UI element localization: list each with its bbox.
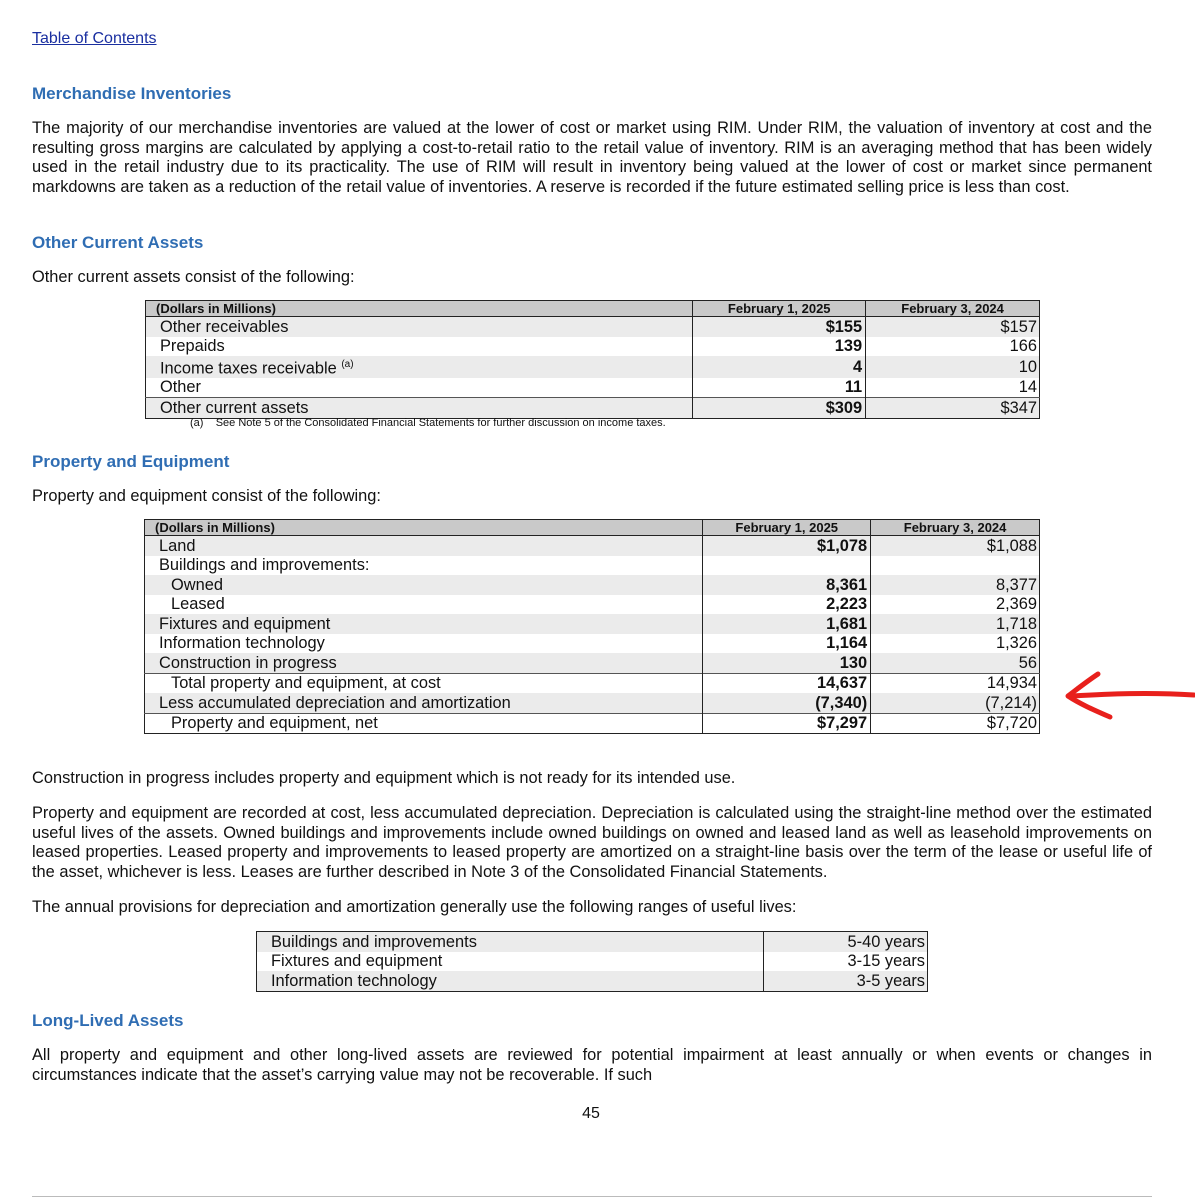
table-row-total bbox=[145, 713, 1040, 734]
row-value-2025: (7,340) bbox=[703, 693, 871, 713]
row-value-2025: 139 bbox=[693, 337, 866, 357]
footnote-marker: (a) bbox=[190, 417, 204, 429]
row-label: Fixtures and equipment bbox=[145, 614, 703, 634]
arrow-shaft bbox=[1072, 693, 1194, 696]
red-arrow-annotation bbox=[1058, 668, 1195, 722]
row-value-2025: 1,681 bbox=[703, 614, 871, 634]
row-value-2025: 8,361 bbox=[703, 575, 871, 595]
pe-header-col1: February 1, 2025 bbox=[703, 520, 871, 536]
income-tax-footnote bbox=[190, 417, 666, 429]
row-value-2024: 8,377 bbox=[871, 575, 1040, 595]
row-label: Prepaids bbox=[160, 337, 225, 355]
row-value-2024: 14,934 bbox=[871, 673, 1040, 693]
table-row bbox=[146, 356, 1040, 378]
row-value-2025: $155 bbox=[693, 317, 866, 337]
other-current-assets-heading: Other Current Assets bbox=[32, 233, 204, 252]
construction-in-progress-note: Construction in progress includes property and equipment which is not ready for its intended use. bbox=[32, 769, 736, 787]
row-value-2024: 10 bbox=[866, 356, 1040, 378]
row-label: Buildings and improvements bbox=[257, 932, 764, 952]
table-row bbox=[145, 536, 1040, 556]
row-value-2024: 1,326 bbox=[871, 634, 1040, 654]
row-label bbox=[146, 356, 693, 378]
row-label-text: Income taxes receivable bbox=[160, 359, 337, 378]
row-value: 3-15 years bbox=[764, 952, 928, 972]
row-label: Property and equipment, net bbox=[145, 713, 703, 734]
row-label: Fixtures and equipment bbox=[271, 952, 443, 970]
row-label: Owned bbox=[145, 575, 703, 595]
property-and-equipment-table bbox=[144, 519, 1040, 734]
property-and-equipment-heading: Property and Equipment bbox=[32, 452, 230, 471]
other-current-assets-table bbox=[145, 300, 1040, 419]
table-row bbox=[146, 317, 1040, 337]
table-row bbox=[145, 653, 1040, 673]
pe-header-label: (Dollars in Millions) bbox=[145, 520, 703, 536]
row-value-2024: 166 bbox=[866, 337, 1040, 357]
row-value-2025: $1,078 bbox=[703, 536, 871, 556]
footnote-text: See Note 5 of the Consolidated Financial Statements for further discussion on income taxes. bbox=[215, 417, 666, 429]
row-value-2025: $7,297 bbox=[703, 713, 871, 734]
row-label: Total property and equipment, at cost bbox=[145, 673, 703, 693]
merchandise-inventories-text: The majority of our merchandise inventories are valued at the lower of cost or market using RIM. Under RIM, the valuation of inventory at cost and the resulting gross margins are calculated by applying a cost-to-retail ratio to the retail value of inventory. RIM is an averaging method that has been widely used in the retail industry due to its practicality. The use of RIM will result in inventory being valued at the lower of cost or market since permanent markdowns are taken as a reduction of the retail value of inventories. A reserve is recorded if the future estimated selling price is less than cost. bbox=[32, 119, 1152, 196]
row-label: Construction in progress bbox=[145, 653, 703, 673]
row-label: Leased bbox=[171, 595, 225, 613]
row-label: Information technology bbox=[257, 971, 764, 991]
row-label: Land bbox=[145, 536, 703, 556]
table-row bbox=[257, 971, 928, 991]
row-label: Less accumulated depreciation and amortization bbox=[145, 693, 703, 713]
other-current-assets-intro: Other current assets consist of the following: bbox=[32, 268, 355, 286]
row-label: Other current assets bbox=[146, 398, 693, 419]
row-value: 5-40 years bbox=[764, 932, 928, 952]
row-value-2025: $309 bbox=[693, 398, 866, 419]
long-lived-assets-text: All property and equipment and other long-lived assets are reviewed for potential impairment at least annually or when events or changes in circumstances indicate that the asset’s carrying value may not be recoverable. If such bbox=[32, 1046, 1152, 1084]
row-value-2025: 130 bbox=[703, 653, 871, 673]
row-value-2024: $157 bbox=[866, 317, 1040, 337]
row-label: Information technology bbox=[159, 634, 325, 652]
row-value-2025: 2,223 bbox=[703, 595, 871, 615]
row-value-2024: 14 bbox=[866, 378, 1040, 398]
page-number: 45 bbox=[582, 1105, 600, 1122]
row-label: Other receivables bbox=[146, 317, 693, 337]
table-row bbox=[145, 575, 1040, 595]
property-and-equipment-text: Property and equipment are recorded at cost, less accumulated depreciation. Depreciation is calculated using the straight-line method over the estimated useful lives of the assets. Owned buildings and improvements include owned buildings on owned and leased land as well as leasehold improvements on leased properties. Leased property and improvements to leased property are amortized on a straight-line basis over the term of the lease or useful life of the asset, whichever is less. Leases are further described in Note 3 of the Consolidated Financial Statements. bbox=[32, 804, 1152, 881]
table-row bbox=[257, 952, 928, 972]
table-row bbox=[146, 378, 1040, 398]
row-value-2025 bbox=[703, 556, 871, 576]
oca-header-col2: February 3, 2024 bbox=[866, 301, 1040, 317]
property-and-equipment-intro: Property and equipment consist of the following: bbox=[32, 487, 381, 505]
oca-header-col1: February 1, 2025 bbox=[693, 301, 866, 317]
pe-header-col2: February 3, 2024 bbox=[871, 520, 1040, 536]
footnote-reference: (a) bbox=[341, 359, 354, 370]
table-row bbox=[257, 932, 928, 952]
row-value-2024: $347 bbox=[866, 398, 1040, 419]
row-value-2024: $1,088 bbox=[871, 536, 1040, 556]
table-row bbox=[145, 595, 1040, 615]
table-row-total bbox=[146, 398, 1040, 419]
row-label: Other bbox=[160, 378, 201, 397]
row-value-2024: (7,214) bbox=[871, 693, 1040, 713]
table-row-subtotal bbox=[145, 673, 1040, 693]
oca-header-label: (Dollars in Millions) bbox=[146, 301, 693, 317]
long-lived-assets-heading: Long-Lived Assets bbox=[32, 1011, 184, 1030]
row-value-2025: 1,164 bbox=[703, 634, 871, 654]
table-row bbox=[145, 614, 1040, 634]
table-row bbox=[146, 337, 1040, 357]
row-label: Buildings and improvements: bbox=[159, 556, 370, 574]
row-value-2024: 56 bbox=[871, 653, 1040, 673]
row-value-2025: 11 bbox=[693, 378, 866, 398]
page-bottom-rule bbox=[32, 1196, 1152, 1197]
merchandise-inventories-heading: Merchandise Inventories bbox=[32, 84, 232, 103]
row-value-2024: 1,718 bbox=[871, 614, 1040, 634]
useful-lives-intro: The annual provisions for depreciation and amortization generally use the following ranges of useful lives: bbox=[32, 898, 797, 916]
table-row bbox=[145, 693, 1040, 713]
row-value-2025: 14,637 bbox=[703, 673, 871, 693]
row-value-2024: 2,369 bbox=[871, 595, 1040, 615]
row-value-2024: $7,720 bbox=[871, 713, 1040, 734]
table-row bbox=[145, 556, 1040, 576]
row-value: 3-5 years bbox=[764, 971, 928, 991]
row-value-2025: 4 bbox=[693, 356, 866, 378]
table-row bbox=[145, 634, 1040, 654]
table-of-contents-link[interactable]: Table of Contents bbox=[32, 30, 157, 47]
useful-lives-table bbox=[256, 931, 928, 992]
row-value-2024 bbox=[871, 556, 1040, 576]
